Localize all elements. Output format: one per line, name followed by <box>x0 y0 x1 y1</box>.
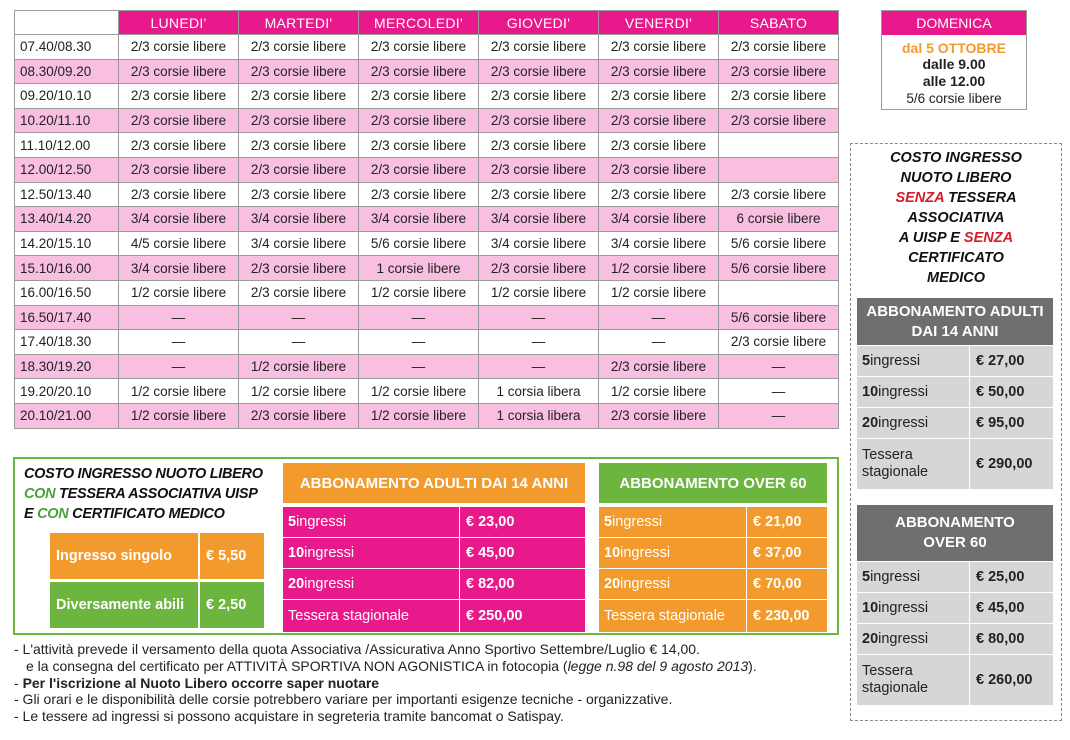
sunday-end: alle 12.00 <box>922 73 986 89</box>
lane-availability: 1/2 corsie libere <box>359 280 479 305</box>
price-row <box>857 654 1053 705</box>
entries-cell: Tessera stagionale <box>283 600 460 632</box>
lane-availability: 2/3 corsie libere <box>239 157 359 182</box>
price-row <box>857 345 1053 376</box>
schedule-row <box>15 354 839 379</box>
price-row <box>283 568 585 599</box>
price-row <box>599 506 827 537</box>
time-slot: 19.20/20.10 <box>15 379 119 404</box>
lane-availability: 1/2 corsie libere <box>119 379 239 404</box>
schedule-row <box>15 59 839 84</box>
lane-availability: 3/4 corsie libere <box>479 231 599 256</box>
price-row <box>599 537 827 568</box>
lane-availability: — <box>719 354 839 379</box>
tessera-label: stagionale <box>862 680 929 696</box>
schedule-header-row <box>15 11 839 35</box>
entries-count: 10 <box>604 545 621 561</box>
entries-label: ingressi <box>878 600 929 616</box>
price-cell: € 45,00 <box>970 593 1053 623</box>
title-line: COSTO INGRESSO NUOTO LIBERO <box>24 466 263 482</box>
lane-availability: — <box>599 305 719 330</box>
lane-availability: 3/4 corsie libere <box>479 207 599 232</box>
price-cell: € 290,00 <box>970 439 1053 489</box>
lane-availability: 2/3 corsie libere <box>479 35 599 60</box>
entries-label: ingressi <box>878 631 929 647</box>
lane-availability: 2/3 corsie libere <box>239 280 359 305</box>
title-line: COSTO INGRESSO <box>890 150 1022 166</box>
entries-label: ingressi <box>878 384 929 400</box>
price-row <box>857 561 1053 592</box>
time-slot: 14.20/15.10 <box>15 231 119 256</box>
lane-availability: 2/3 corsie libere <box>359 182 479 207</box>
day-header: MERCOLEDI' <box>359 11 479 35</box>
schedule-row <box>15 133 839 158</box>
lane-availability: 2/3 corsie libere <box>359 84 479 109</box>
entries-cell <box>857 562 970 592</box>
lane-availability: 2/3 corsie libere <box>359 35 479 60</box>
lane-availability: 2/3 corsie libere <box>599 108 719 133</box>
schedule-body <box>15 35 839 429</box>
lane-availability: 1/2 corsie libere <box>599 280 719 305</box>
entries-cell <box>857 655 970 705</box>
lane-availability: — <box>359 330 479 355</box>
over60-table-header <box>857 505 1053 561</box>
entries-label: ingressi <box>304 545 355 561</box>
entries-count: 5 <box>862 353 871 369</box>
lane-availability: 1/2 corsie libere <box>359 379 479 404</box>
entries-cell <box>283 569 460 599</box>
price-cell: € 82,00 <box>460 569 585 599</box>
lane-availability: 1 corsia libera <box>479 403 599 428</box>
entries-label: ingressi <box>878 415 929 431</box>
price-cell: € 45,00 <box>460 538 585 568</box>
senza-highlight: SENZA <box>963 230 1014 246</box>
lane-availability: 2/3 corsie libere <box>479 59 599 84</box>
time-slot: 08.30/09.20 <box>15 59 119 84</box>
lane-availability: 2/3 corsie libere <box>599 182 719 207</box>
price-row <box>857 592 1053 623</box>
title-line: CERTIFICATO <box>908 250 1004 266</box>
sunday-box <box>881 10 1027 110</box>
schedule-row <box>15 207 839 232</box>
lane-availability: 2/3 corsie libere <box>479 256 599 281</box>
tessera-label: Tessera <box>862 663 913 679</box>
con-highlight: CON <box>37 506 69 522</box>
title-text: CERTIFICATO MEDICO <box>68 506 225 522</box>
time-slot: 12.00/12.50 <box>15 157 119 182</box>
lane-availability: 2/3 corsie libere <box>719 182 839 207</box>
lane-availability: 2/3 corsie libere <box>119 35 239 60</box>
sunday-title: DOMENICA <box>882 11 1026 35</box>
title-line: ASSOCIATIVA <box>907 210 1005 226</box>
entries-cell <box>857 439 970 489</box>
lane-availability: 2/3 corsie libere <box>119 133 239 158</box>
lane-availability: — <box>479 330 599 355</box>
entries-count: 10 <box>862 600 879 616</box>
lane-availability: 2/3 corsie libere <box>599 84 719 109</box>
no-membership-over60-table <box>857 505 1053 705</box>
note-line: - Gli orari e le disponibilità delle corsie potrebbero variare per importanti esigenze tecniche - organizzative. <box>14 691 673 708</box>
disabled-entry-price: € 2,50 <box>200 582 264 628</box>
entries-count: 20 <box>862 631 879 647</box>
day-header: LUNEDI' <box>119 11 239 35</box>
lane-availability <box>719 280 839 305</box>
membership-title <box>24 464 274 524</box>
price-cell: € 21,00 <box>747 507 827 537</box>
note-line <box>14 675 844 692</box>
price-row <box>599 568 827 599</box>
single-entry-row <box>50 533 264 579</box>
price-cell: € 23,00 <box>460 507 585 537</box>
price-row <box>283 506 585 537</box>
sunday-lanes: 5/6 corsie libere <box>906 91 1002 106</box>
entries-label: ingressi <box>620 545 671 561</box>
day-header: VENERDI' <box>599 11 719 35</box>
lane-availability: 2/3 corsie libere <box>599 35 719 60</box>
lane-availability: 3/4 corsie libere <box>119 207 239 232</box>
schedule-row <box>15 108 839 133</box>
schedule-row <box>15 330 839 355</box>
title-line <box>24 504 274 524</box>
price-cell: € 25,00 <box>970 562 1053 592</box>
price-row <box>283 599 585 632</box>
entries-count: 5 <box>862 569 871 585</box>
lane-availability: 2/3 corsie libere <box>119 182 239 207</box>
schedule-row <box>15 231 839 256</box>
note-text: e la consegna del certificato per ATTIVITÀ SPORTIVA NON AGONISTICA in fotocopia ( <box>26 657 568 674</box>
time-slot: 13.40/14.20 <box>15 207 119 232</box>
lane-availability: 1/2 corsie libere <box>239 354 359 379</box>
price-row <box>857 376 1053 407</box>
lane-availability: — <box>239 330 359 355</box>
lane-availability: — <box>359 305 479 330</box>
membership-over60-table <box>599 463 827 632</box>
lane-availability: 2/3 corsie libere <box>599 354 719 379</box>
lane-availability: 2/3 corsie libere <box>479 108 599 133</box>
adult-table-header: ABBONAMENTO ADULTI DAI 14 ANNI <box>283 463 585 503</box>
title-line <box>24 484 274 504</box>
price-cell: € 70,00 <box>747 569 827 599</box>
lane-availability: — <box>479 305 599 330</box>
price-cell: € 27,00 <box>970 346 1053 376</box>
lane-availability: 3/4 corsie libere <box>599 231 719 256</box>
title-line <box>851 188 1061 208</box>
day-header: SABATO <box>719 11 839 35</box>
header-line: OVER 60 <box>923 534 987 551</box>
sunday-from-date: dal 5 OTTOBRE <box>902 40 1006 56</box>
lane-availability: 2/3 corsie libere <box>599 133 719 158</box>
lane-availability: — <box>119 305 239 330</box>
lane-availability: 1/2 corsie libere <box>119 403 239 428</box>
entries-count: 10 <box>288 545 305 561</box>
tessera-label: Tessera <box>862 447 913 463</box>
entries-label: ingressi <box>870 569 921 585</box>
price-cell: € 260,00 <box>970 655 1053 705</box>
time-slot: 16.00/16.50 <box>15 280 119 305</box>
title-line: MEDICO <box>927 270 985 286</box>
entries-cell <box>857 593 970 623</box>
day-header: GIOVEDI' <box>479 11 599 35</box>
con-highlight: CON <box>24 486 56 502</box>
lane-availability: 2/3 corsie libere <box>599 59 719 84</box>
header-corner <box>15 11 119 35</box>
over60-table-header: ABBONAMENTO OVER 60 <box>599 463 827 503</box>
schedule-row <box>15 35 839 60</box>
membership-adult-table <box>283 463 585 632</box>
lane-availability: 2/3 corsie libere <box>239 133 359 158</box>
time-slot: 20.10/21.00 <box>15 403 119 428</box>
schedule-row <box>15 84 839 109</box>
schedule-row <box>15 280 839 305</box>
entries-label: ingressi <box>612 514 663 530</box>
title-line <box>851 228 1061 248</box>
lane-availability: 3/4 corsie libere <box>119 256 239 281</box>
adult-table-header <box>857 298 1053 345</box>
lane-availability: 2/3 corsie libere <box>239 256 359 281</box>
lane-availability: 2/3 corsie libere <box>359 108 479 133</box>
note-line: - L'attività prevede il versamento della quota Associativa /Assicurativa Anno Sportivo Settembre/Luglio € 14,00. <box>14 641 700 657</box>
lane-availability: 5/6 corsie libere <box>359 231 479 256</box>
lane-availability: 5/6 corsie libere <box>719 231 839 256</box>
entries-cell: Tessera stagionale <box>599 600 747 632</box>
schedule-row <box>15 403 839 428</box>
swim-requirement: Per l'iscrizione al Nuoto Libero occorre saper nuotare <box>22 674 380 691</box>
lane-availability: 2/3 corsie libere <box>719 35 839 60</box>
lane-availability: 2/3 corsie libere <box>119 59 239 84</box>
note-line <box>14 658 844 675</box>
lane-availability: — <box>359 354 479 379</box>
schedule-row <box>15 157 839 182</box>
entries-count: 10 <box>862 384 879 400</box>
schedule-row <box>15 379 839 404</box>
disabled-entry-row <box>50 582 264 628</box>
price-cell: € 230,00 <box>747 600 827 632</box>
time-slot: 11.10/12.00 <box>15 133 119 158</box>
entries-count: 20 <box>604 576 621 592</box>
lane-availability: 2/3 corsie libere <box>719 84 839 109</box>
entries-label: ingressi <box>296 514 347 530</box>
time-slot: 07.40/08.30 <box>15 35 119 60</box>
lane-availability: 2/3 corsie libere <box>239 108 359 133</box>
tessera-label: stagionale <box>862 464 929 480</box>
header-line: DAI 14 ANNI <box>911 322 999 340</box>
time-slot: 17.40/18.30 <box>15 330 119 355</box>
lane-availability: — <box>119 354 239 379</box>
price-cell: € 95,00 <box>970 408 1053 438</box>
title-text: A UISP E <box>898 230 964 246</box>
entries-count: 5 <box>604 514 613 530</box>
lane-availability: 3/4 corsie libere <box>359 207 479 232</box>
entries-cell <box>599 507 747 537</box>
lane-availability <box>719 133 839 158</box>
time-slot: 10.20/11.10 <box>15 108 119 133</box>
schedule-table <box>14 10 839 429</box>
lane-availability: 2/3 corsie libere <box>719 59 839 84</box>
lane-availability: 1/2 corsie libere <box>359 403 479 428</box>
entries-cell <box>599 569 747 599</box>
no-membership-adult-table <box>857 298 1053 489</box>
senza-highlight: SENZA <box>895 190 945 206</box>
lane-availability: 1 corsie libere <box>359 256 479 281</box>
entries-cell <box>283 538 460 568</box>
entries-cell <box>283 507 460 537</box>
entries-cell <box>599 538 747 568</box>
schedule-row <box>15 305 839 330</box>
lane-availability: 2/3 corsie libere <box>239 84 359 109</box>
lane-availability: 2/3 corsie libere <box>599 157 719 182</box>
day-header: MARTEDI' <box>239 11 359 35</box>
lane-availability: 2/3 corsie libere <box>239 182 359 207</box>
notes <box>14 641 844 725</box>
lane-availability: 2/3 corsie libere <box>479 157 599 182</box>
entries-cell <box>857 408 970 438</box>
entries-label: ingressi <box>304 576 355 592</box>
note-text: - <box>14 674 23 691</box>
lane-availability: — <box>719 379 839 404</box>
price-cell: € 80,00 <box>970 624 1053 654</box>
sunday-start: dalle 9.00 <box>922 56 986 72</box>
title-line: NUOTO LIBERO <box>900 170 1012 186</box>
entries-count: 20 <box>288 576 305 592</box>
schedule-row <box>15 182 839 207</box>
lane-availability: 3/4 corsie libere <box>239 207 359 232</box>
lane-availability: 1 corsia libera <box>479 379 599 404</box>
lane-availability: 2/3 corsie libere <box>599 403 719 428</box>
lane-availability: 1/2 corsie libere <box>479 280 599 305</box>
lane-availability: 2/3 corsie libere <box>359 59 479 84</box>
header-line: ABBONAMENTO <box>895 514 1015 531</box>
lane-availability: 2/3 corsie libere <box>479 133 599 158</box>
price-row <box>857 623 1053 654</box>
lane-availability: 2/3 corsie libere <box>119 84 239 109</box>
entries-cell <box>857 346 970 376</box>
price-row <box>599 599 827 632</box>
lane-availability: 1/2 corsie libere <box>239 379 359 404</box>
note-line: - Le tessere ad ingressi si possono acquistare in segreteria tramite bancomat o Satispay. <box>14 708 564 725</box>
entries-cell <box>857 624 970 654</box>
lane-availability: 3/4 corsie libere <box>239 231 359 256</box>
time-slot: 15.10/16.00 <box>15 256 119 281</box>
lane-availability <box>719 157 839 182</box>
lane-availability: 4/5 corsie libere <box>119 231 239 256</box>
price-row <box>857 407 1053 438</box>
lane-availability: 5/6 corsie libere <box>719 256 839 281</box>
lane-availability: 2/3 corsie libere <box>119 157 239 182</box>
entries-cell <box>857 377 970 407</box>
entries-label: ingressi <box>870 353 921 369</box>
entries-count: 5 <box>288 514 297 530</box>
disabled-entry-label: Diversamente abili <box>50 582 200 628</box>
price-row <box>283 537 585 568</box>
lane-availability: 2/3 corsie libere <box>359 157 479 182</box>
lane-availability: 2/3 corsie libere <box>239 403 359 428</box>
lane-availability: 2/3 corsie libere <box>479 182 599 207</box>
lane-availability: 2/3 corsie libere <box>719 108 839 133</box>
lane-availability: 2/3 corsie libere <box>359 133 479 158</box>
no-membership-title <box>851 148 1061 288</box>
lane-availability: 1/2 corsie libere <box>599 256 719 281</box>
price-cell: € 50,00 <box>970 377 1053 407</box>
lane-availability: 2/3 corsie libere <box>479 84 599 109</box>
note-text: ). <box>748 657 757 674</box>
time-slot: 18.30/19.20 <box>15 354 119 379</box>
lane-availability: 5/6 corsie libere <box>719 305 839 330</box>
lane-availability: — <box>719 403 839 428</box>
single-entry-price: € 5,50 <box>200 533 264 579</box>
title-text: E <box>24 506 38 522</box>
lane-availability: 1/2 corsie libere <box>119 280 239 305</box>
lane-availability: 2/3 corsie libere <box>719 330 839 355</box>
single-entry-label: Ingresso singolo <box>50 533 200 579</box>
price-row <box>857 438 1053 489</box>
lane-availability: — <box>599 330 719 355</box>
lane-availability: — <box>119 330 239 355</box>
lane-availability: 1/2 corsie libere <box>599 379 719 404</box>
title-text: TESSERA <box>944 190 1017 206</box>
lane-availability: 2/3 corsie libere <box>239 35 359 60</box>
time-slot: 09.20/10.10 <box>15 84 119 109</box>
entries-label: ingressi <box>620 576 671 592</box>
price-cell: € 37,00 <box>747 538 827 568</box>
price-cell: € 250,00 <box>460 600 585 632</box>
lane-availability: 2/3 corsie libere <box>119 108 239 133</box>
entries-count: 20 <box>862 415 879 431</box>
time-slot: 12.50/13.40 <box>15 182 119 207</box>
lane-availability: 3/4 corsie libere <box>599 207 719 232</box>
header-line: ABBONAMENTO ADULTI <box>866 302 1044 320</box>
lane-availability: 2/3 corsie libere <box>239 59 359 84</box>
lane-availability: 6 corsie libere <box>719 207 839 232</box>
lane-availability: — <box>239 305 359 330</box>
lane-availability: — <box>479 354 599 379</box>
title-text: TESSERA ASSOCIATIVA UISP <box>55 486 258 502</box>
schedule-row <box>15 256 839 281</box>
time-slot: 16.50/17.40 <box>15 305 119 330</box>
law-reference: legge n.98 del 9 agosto 2013 <box>567 657 749 674</box>
